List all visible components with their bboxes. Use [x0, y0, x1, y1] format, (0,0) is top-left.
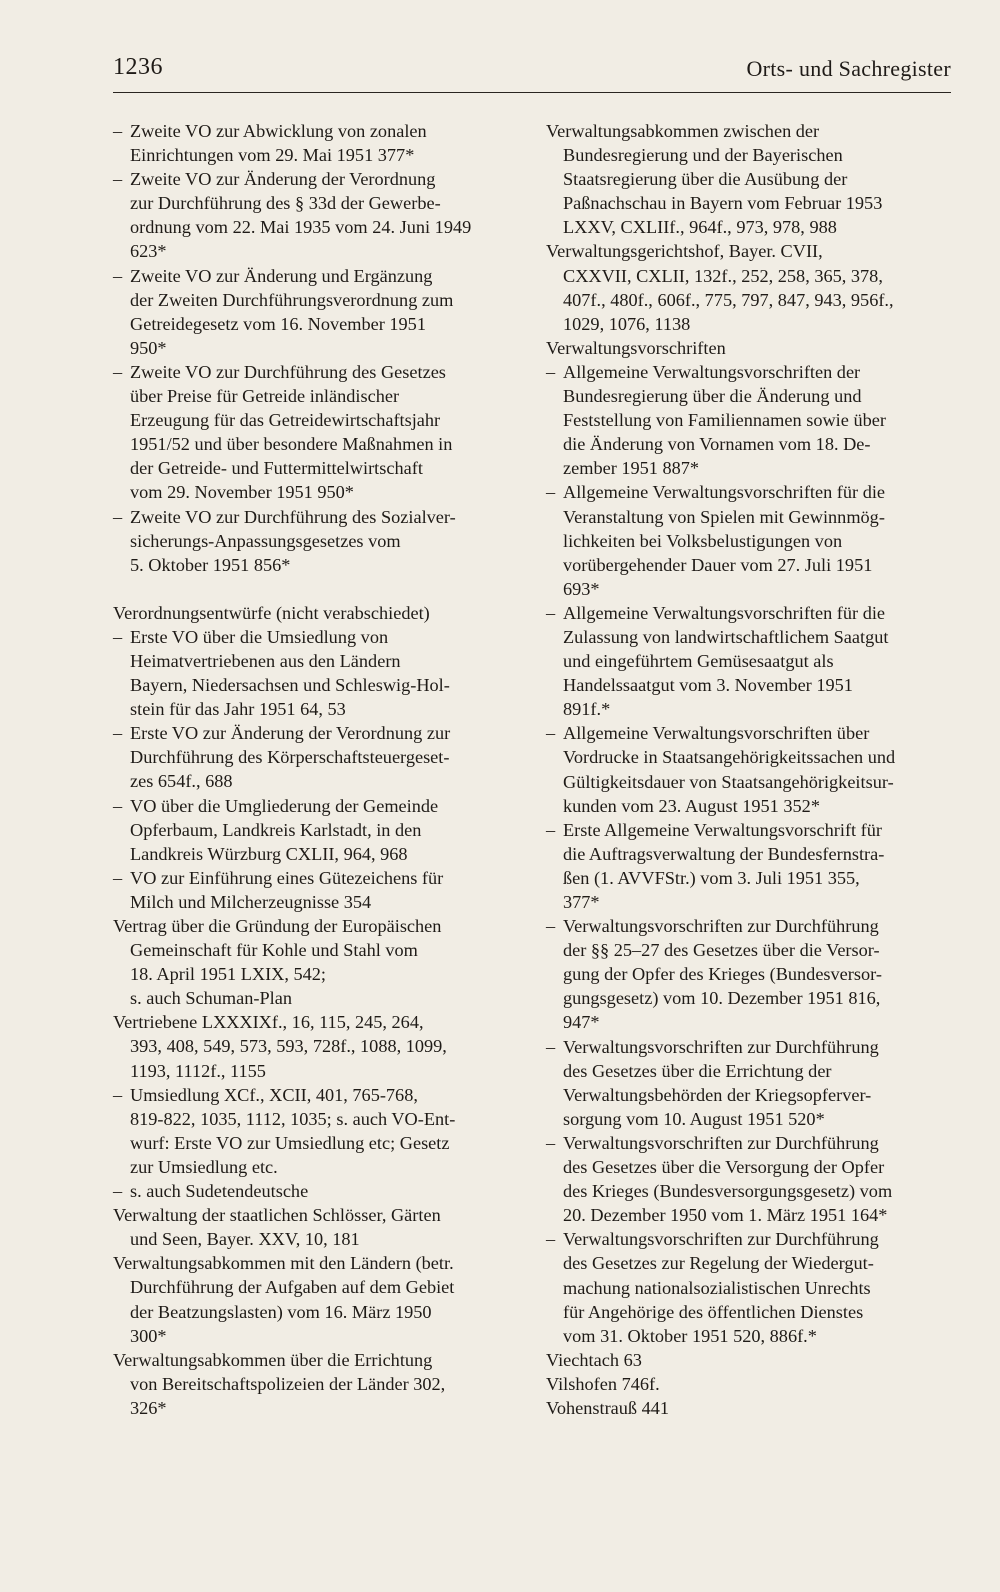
entry-line: 20. Dezember 1950 vom 1. März 1951 164* [563, 1205, 888, 1226]
subentry-dash: – [113, 867, 123, 888]
entry-line: und Seen, Bayer. XXV, 10, 181 [130, 1229, 360, 1250]
running-title: Orts- und Sachregister [746, 56, 951, 81]
index-subentry [546, 721, 948, 817]
entry-line: 407f., 480f., 606f., 775, 797, 847, 943, 956f., [563, 289, 894, 310]
index-subentry [546, 480, 948, 600]
index-entry [546, 239, 948, 335]
index-subentry [546, 360, 948, 480]
entry-line: Verwaltungsbehörden der Kriegsopferver- [563, 1084, 872, 1105]
entry-line: s. auch Schuman-Plan [130, 988, 292, 1009]
entry-line: des Krieges (Bundesversorgungsgesetz) vom [563, 1181, 893, 1202]
entry-line: Allgemeine Verwaltungsvorschriften für die [563, 482, 886, 503]
index-subentry [113, 264, 517, 360]
entry-line: 1951/52 und über besondere Maßnahmen in [130, 434, 453, 455]
entry-line: Opferbaum, Landkreis Karlstadt, in den [130, 819, 422, 840]
entry-line: Verwaltungsvorschriften zur Durchführung [563, 1132, 879, 1153]
entry-line: CXXVII, CXLII, 132f., 252, 258, 365, 378, [563, 265, 883, 286]
entry-line: der §§ 25–27 des Gesetzes über die Versor- [563, 940, 880, 961]
subentry-dash: – [546, 723, 556, 744]
entry-line: Verwaltung der staatlichen Schlösser, Gärten [113, 1205, 441, 1226]
index-subentry [546, 914, 948, 1034]
entry-line: Verwaltungsabkommen mit den Ländern (betr. [113, 1253, 454, 1274]
subentry-dash: – [113, 169, 123, 190]
entry-line: 377* [563, 892, 600, 912]
entry-line: Milch und Milcherzeugnisse 354 [130, 891, 372, 912]
index-subentry [113, 625, 517, 721]
entry-line: 5. Oktober 1951 856* [130, 554, 291, 575]
subentry-dash: – [546, 1229, 556, 1250]
entry-line: 1193, 1112f., 1155 [130, 1060, 266, 1081]
subentry-dash: – [113, 723, 123, 744]
entry-line: 693* [563, 578, 600, 599]
entry-line: stein für das Jahr 1951 64, 53 [130, 699, 346, 720]
entry-line: Vordrucke in Staatsangehörigkeitssachen und [563, 747, 896, 768]
entry-line: ordnung vom 22. Mai 1935 vom 24. Juni 1949 [130, 217, 472, 238]
index-subentry [546, 601, 948, 721]
entry-line: Allgemeine Verwaltungsvorschriften über [563, 723, 870, 744]
entry-line: VO zur Einführung eines Gütezeichens für [130, 867, 444, 888]
index-subentry [546, 1227, 948, 1347]
index-subentry [113, 1179, 517, 1203]
subentry-dash: – [113, 265, 123, 286]
subentry-dash: – [113, 626, 123, 647]
entry-line: 947* [563, 1012, 600, 1033]
index-subentry [113, 866, 517, 914]
entry-line: Verordnungsentwürfe (nicht verabschiedet) [113, 602, 430, 623]
entry-line: über Preise für Getreide inländischer [130, 386, 400, 407]
subentry-dash: – [113, 1181, 123, 1202]
entry-line: vom 29. November 1951 950* [130, 482, 354, 503]
subentry-dash: – [546, 1036, 556, 1057]
entry-line: Erste Allgemeine Verwaltungsvorschrift für [563, 819, 882, 840]
entry-line: 1029, 1076, 1138 [563, 313, 691, 334]
index-entry [113, 601, 517, 625]
entry-line: Allgemeine Verwaltungsvorschriften für die [563, 602, 886, 623]
entry-line: Viechtach 63 [546, 1349, 642, 1370]
entry-line: Zweite VO zur Abwicklung von zonalen [130, 121, 427, 141]
index-entry [113, 1010, 517, 1082]
subentry-dash: – [113, 1084, 123, 1105]
entry-line: Zweite VO zur Durchführung des Gesetzes [130, 361, 446, 382]
entry-line: Paßnachschau in Bayern vom Februar 1953 [563, 193, 883, 214]
entry-line: Gültigkeitsdauer von Staatsangehörigkeitsur- [563, 771, 894, 792]
entry-line: zur Durchführung des § 33d der Gewerbe- [130, 193, 441, 214]
entry-line: Gemeinschaft für Kohle und Stahl vom [130, 940, 418, 961]
entry-line: Landkreis Würzburg CXLII, 964, 968 [130, 843, 408, 864]
subentry-dash: – [113, 795, 123, 816]
index-subentry [113, 721, 517, 793]
entry-line: 300* [130, 1325, 167, 1346]
entry-line: gungsgesetz) vom 10. Dezember 1951 816, [563, 988, 881, 1009]
entry-line: Durchführung der Aufgaben auf dem Gebiet [130, 1277, 455, 1298]
index-entry [546, 1396, 948, 1420]
subentry-dash: – [546, 916, 556, 937]
entry-line: 623* [130, 241, 167, 262]
entry-line: Verwaltungsvorschriften zur Durchführung [563, 1229, 879, 1250]
entry-line: von Bereitschaftspolizeien der Länder 302, [130, 1373, 446, 1394]
entry-line: gung der Opfer des Krieges (Bundesversor- [563, 964, 882, 985]
index-subentry [546, 1131, 948, 1227]
index-entry [113, 1348, 517, 1420]
entry-line: des Gesetzes zur Regelung der Wiedergut- [563, 1253, 874, 1274]
entry-line: Handelssaatgut vom 3. November 1951 [563, 675, 853, 696]
entry-line: 950* [130, 337, 167, 358]
entry-line: 891f.* [563, 699, 611, 720]
entry-line: Bayern, Niedersachsen und Schleswig-Hol- [130, 675, 450, 696]
entry-line: der Beatzungslasten) vom 16. März 1950 [130, 1301, 432, 1322]
index-subentry [113, 505, 517, 577]
entry-line: für Angehörige des öffentlichen Dienstes [563, 1301, 864, 1322]
entry-line: die Änderung von Vornamen vom 18. De- [563, 434, 871, 455]
entry-line: Verwaltungsvorschriften zur Durchführung [563, 916, 879, 937]
subentry-dash: – [546, 1132, 556, 1153]
entry-line: Erste VO zur Änderung der Verordnung zur [130, 723, 451, 744]
page-header [113, 50, 951, 93]
index-subentry [113, 360, 517, 505]
entry-line: Vilshofen 746f. [546, 1373, 660, 1394]
index-subentry [113, 1083, 517, 1179]
index-subentry [113, 119, 517, 167]
index-entry [546, 336, 948, 360]
entry-line: Einrichtungen vom 29. Mai 1951 377* [130, 145, 415, 166]
entry-line: Erste VO über die Umsiedlung von [130, 626, 389, 647]
entry-line: Verwaltungsvorschriften zur Durchführung [563, 1036, 879, 1057]
entry-line: Getreidegesetz vom 16. November 1951 [130, 313, 426, 334]
entry-line: der Zweiten Durchführungsverordnung zum [130, 289, 454, 310]
index-subentry [546, 1035, 948, 1131]
entry-line: LXXV, CXLIIf., 964f., 973, 978, 988 [563, 217, 837, 238]
index-column-left [113, 119, 517, 1420]
entry-line: die Auftragsverwaltung der Bundesfernstra- [563, 843, 885, 864]
entry-line: Zweite VO zur Änderung und Ergänzung [130, 265, 433, 286]
subentry-dash: – [113, 506, 123, 527]
entry-line: des Gesetzes über die Errichtung der [563, 1060, 832, 1081]
entry-line: ßen (1. AVVFStr.) vom 3. Juli 1951 355, [563, 867, 860, 888]
entry-line: 18. April 1951 LXIX, 542; [130, 964, 327, 985]
entry-line: vom 31. Oktober 1951 520, 886f.* [563, 1325, 817, 1346]
index-entry [113, 914, 517, 1010]
index-subentry [113, 794, 517, 866]
entry-line: Vohenstrauß 441 [546, 1397, 670, 1418]
entry-line: Verwaltungsabkommen über die Errichtung [113, 1349, 433, 1370]
entry-line: Bundesregierung über die Änderung und [563, 386, 862, 407]
index-column-right [546, 119, 948, 1420]
entry-line: zur Umsiedlung etc. [130, 1156, 278, 1177]
index-entry [113, 1203, 517, 1251]
entry-line: Staatsregierung über die Ausübung der [563, 169, 848, 190]
entry-line: sicherungs-Anpassungsgesetzes vom [130, 530, 401, 551]
subentry-dash: – [546, 819, 556, 840]
entry-gap [113, 577, 517, 601]
subentry-dash: – [113, 121, 123, 141]
entry-line: Vertrag über die Gründung der Europäischen [113, 916, 442, 936]
entry-line: der Getreide- und Futtermittelwirtschaft [130, 458, 423, 479]
entry-line: Umsiedlung XCf., XCII, 401, 765-768, [130, 1084, 418, 1105]
entry-line: Durchführung des Körperschaftsteuergeset- [130, 747, 450, 768]
subentry-dash: – [113, 361, 123, 382]
entry-line: kunden vom 23. August 1951 352* [563, 795, 820, 816]
entry-line: Vertriebene LXXXIXf., 16, 115, 245, 264, [113, 1012, 424, 1033]
entry-line: zember 1951 887* [563, 458, 700, 479]
index-entry [546, 1372, 948, 1396]
subentry-dash: – [546, 602, 556, 623]
entry-line: Heimatvertriebenen aus den Ländern [130, 650, 401, 671]
index-entry [546, 119, 948, 239]
subentry-dash: – [546, 482, 556, 503]
entry-line: Verwaltungsgerichtshof, Bayer. CVII, [546, 241, 823, 262]
entry-line: Zulassung von landwirtschaftlichem Saatgut [563, 626, 889, 647]
index-entry [113, 1251, 517, 1347]
entry-line: wurf: Erste VO zur Umsiedlung etc; Gesetz [130, 1132, 450, 1153]
entry-line: vorübergehender Dauer vom 27. Juli 1951 [563, 554, 873, 575]
entry-line: und eingeführtem Gemüsesaatgut als [563, 651, 834, 672]
entry-line: Zweite VO zur Durchführung des Sozialver- [130, 506, 456, 527]
entry-line: zes 654f., 688 [130, 771, 233, 792]
entry-line: sorgung vom 10. August 1951 520* [563, 1108, 825, 1129]
page-number: 1236 [113, 54, 163, 80]
entry-line: Bundesregierung und der Bayerischen [563, 145, 843, 166]
entry-line: Verwaltungsabkommen zwischen der [546, 121, 820, 141]
entry-line: des Gesetzes über die Versorgung der Opfer [563, 1157, 885, 1178]
entry-line: lichkeiten bei Volksbelustigungen von [563, 530, 843, 551]
entry-line: Feststellung von Familiennamen sowie über [563, 410, 886, 431]
index-subentry [546, 818, 948, 914]
entry-line: VO über die Umgliederung der Gemeinde [130, 795, 439, 816]
entry-line: s. auch Sudetendeutsche [130, 1181, 309, 1202]
entry-line: Erzeugung für das Getreidewirtschaftsjahr [130, 410, 441, 431]
entry-line: machung nationalsozialistischen Unrechts [563, 1277, 871, 1298]
entry-line: 819-822, 1035, 1112, 1035; s. auch VO-Ent- [130, 1108, 456, 1129]
entry-line: Zweite VO zur Änderung der Verordnung [130, 169, 436, 190]
entry-line: Allgemeine Verwaltungsvorschriften der [563, 361, 861, 382]
subentry-dash: – [546, 361, 556, 382]
index-entry [546, 1348, 948, 1372]
entry-line: Veranstaltung von Spielen mit Gewinnmög- [563, 506, 885, 527]
entry-line: 393, 408, 549, 573, 593, 728f., 1088, 1099, [130, 1036, 447, 1057]
entry-line: 326* [130, 1397, 167, 1418]
entry-line: Verwaltungsvorschriften [546, 337, 726, 358]
index-subentry [113, 167, 517, 263]
